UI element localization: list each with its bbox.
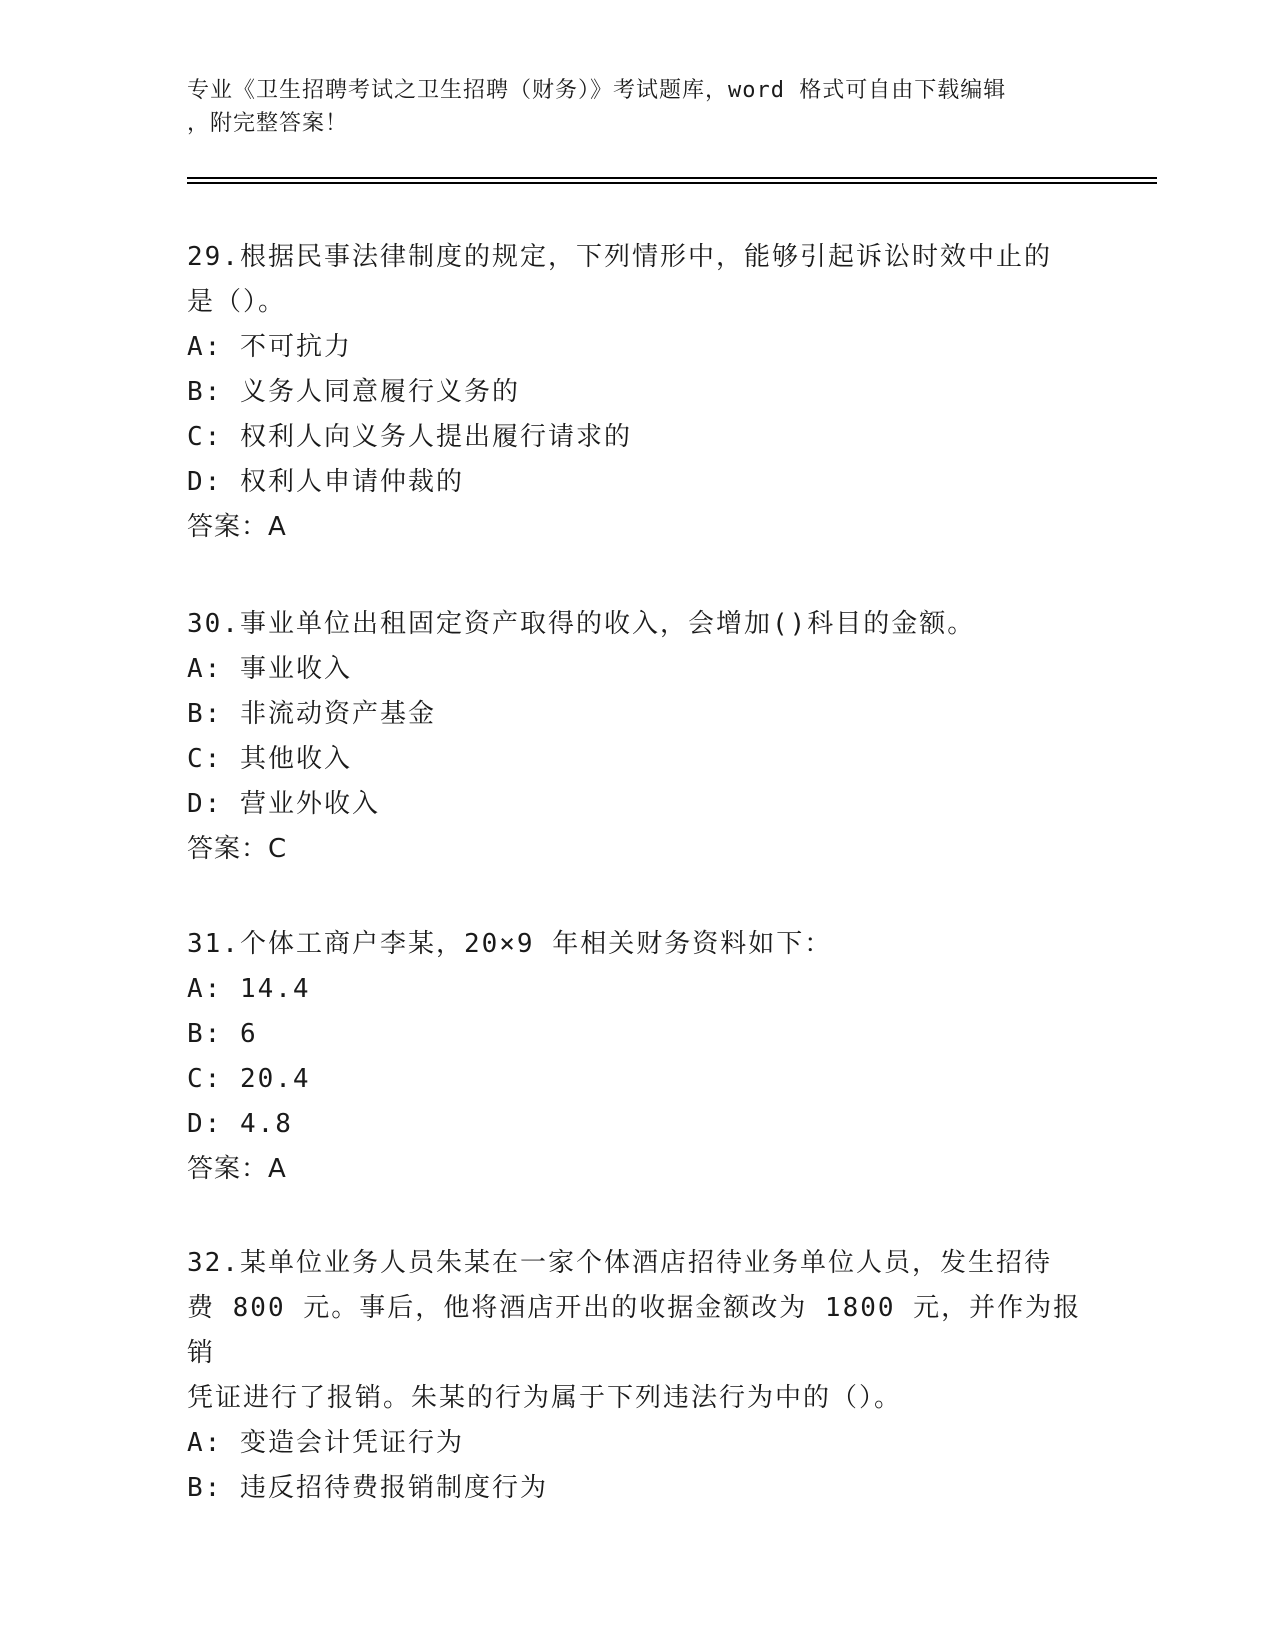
stem-line: 31.个体工商户李某，20×9 年相关财务资料如下： <box>187 929 833 959</box>
question-32 <box>187 1241 1087 1511</box>
option-a: A: 变造会计凭证行为 <box>187 1428 464 1458</box>
answer: 答案：A <box>187 512 287 542</box>
header-line-1: 专业《卫生招聘考试之卫生招聘（财务）》考试题库，word 格式可自由下载编辑 <box>187 78 1007 103</box>
header-rule-top <box>187 177 1157 179</box>
option-a: A: 14.4 <box>187 974 311 1004</box>
option-d: D: 营业外收入 <box>187 789 380 819</box>
option-b: B: 义务人同意履行义务的 <box>187 377 520 407</box>
stem-line: 费 800 元。事后，他将酒店开出的收据金额改为 1800 元，并作为报销 <box>187 1293 1082 1368</box>
question-stem <box>187 1241 1087 1421</box>
stem-line: 是（）。 <box>187 287 287 317</box>
option-b: B: 6 <box>187 1019 258 1049</box>
stem-line: 32.某单位业务人员朱某在一家个体酒店招待业务单位人员，发生招待 <box>187 1248 1052 1278</box>
option-a: A: 不可抗力 <box>187 332 352 362</box>
header-line-2: ，附完整答案！ <box>187 111 349 136</box>
answer: 答案：A <box>187 1154 287 1184</box>
question-stem <box>187 922 1087 967</box>
option-d: D: 4.8 <box>187 1109 293 1139</box>
option-b: B: 违反招待费报销制度行为 <box>187 1473 548 1503</box>
option-b: B: 非流动资产基金 <box>187 699 436 729</box>
document-header <box>187 74 1067 140</box>
question-stem <box>187 235 1087 325</box>
option-c: C: 20.4 <box>187 1064 311 1094</box>
question-29 <box>187 235 1087 550</box>
question-stem <box>187 602 1087 647</box>
stem-line: 凭证进行了报销。朱某的行为属于下列违法行为中的（）。 <box>187 1383 903 1413</box>
option-a: A: 事业收入 <box>187 654 352 684</box>
option-d: D: 权利人申请仲裁的 <box>187 467 464 497</box>
option-c: C: 权利人向义务人提出履行请求的 <box>187 422 632 452</box>
question-30 <box>187 602 1087 872</box>
stem-line: 30.事业单位出租固定资产取得的收入，会增加()科目的金额。 <box>187 609 976 639</box>
answer: 答案：C <box>187 834 288 864</box>
option-c: C: 其他收入 <box>187 744 352 774</box>
question-31 <box>187 922 1087 1192</box>
stem-line: 29.根据民事法律制度的规定，下列情形中，能够引起诉讼时效中止的 <box>187 242 1052 272</box>
header-rule-bottom <box>187 182 1157 184</box>
